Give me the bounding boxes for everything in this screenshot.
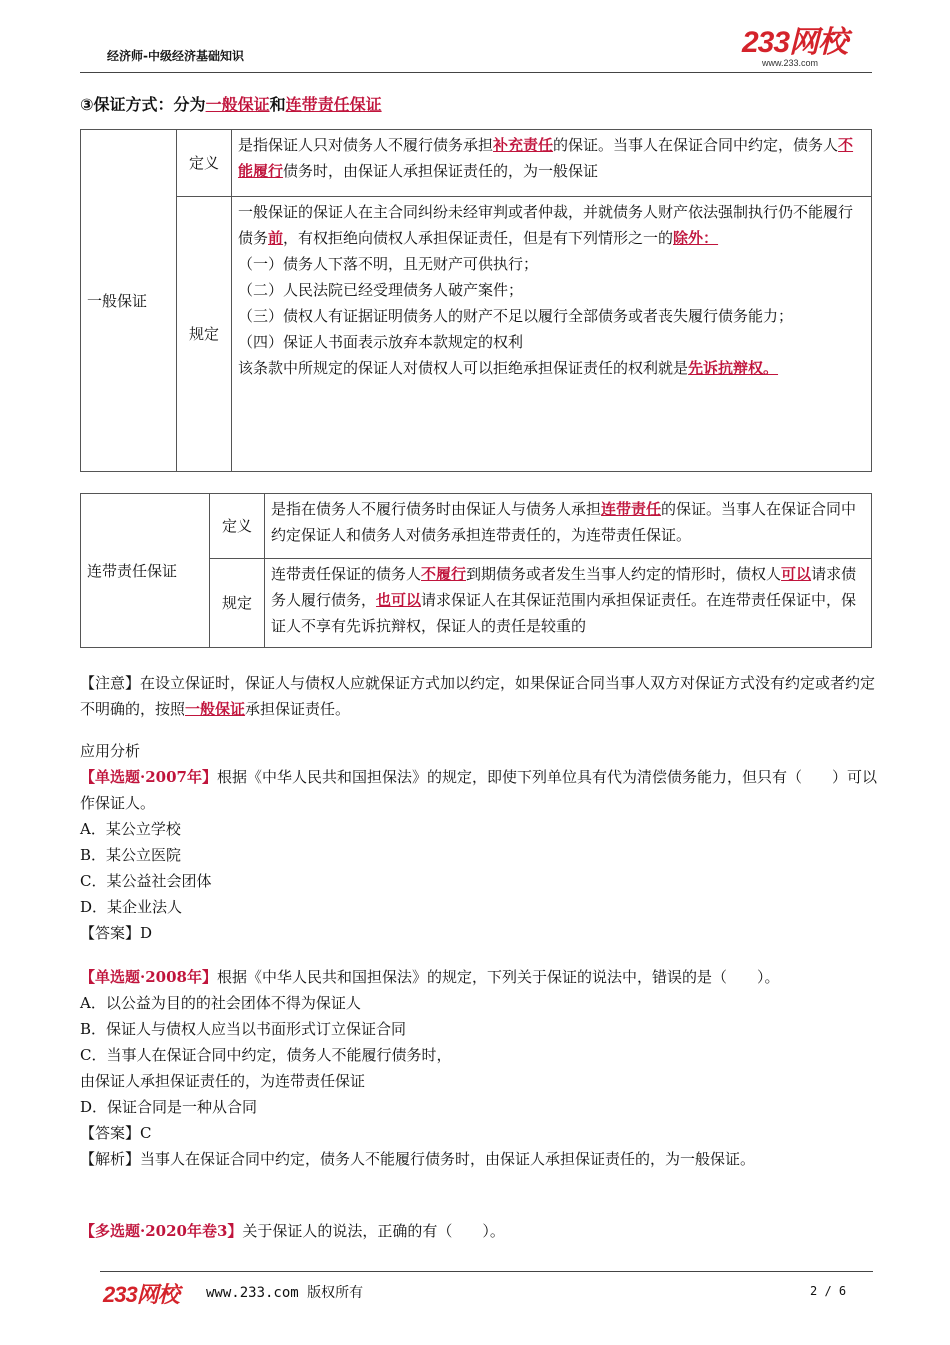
table1-rules: 一般保证的保证人在主合同纠纷未经审判或者仲裁，并就债务人财产依法强制执行仍不能履行债务前，有权拒绝向债权人承担保证责任，但是有下列情形之一的除外： （一）债务人下落不明，且无财产可供执行； （二）人民法院已经受理债务人破产案件； （三）债权人有证据证明债务人的财产不足以履行全部债务或者丧失履行债务能力； （四）保证人书面表示放弃本款规定的权利 该条款中所规定的保证人对债权人可以拒绝承担保证责任的权利就是先诉抗辩权。: [232, 197, 872, 472]
question-3: 【多选题·2020年卷3】关于保证人的说法，正确的有（ ）。: [80, 1222, 505, 1240]
question-tag: 【单选题·2008年】: [80, 968, 217, 986]
option: C．某公益社会团体: [80, 872, 212, 890]
option: A．某公立学校: [80, 820, 181, 838]
section-title-prefix: ③保证方式：分为: [80, 95, 206, 114]
table2-rule-label: 规定: [210, 559, 265, 648]
note-paragraph: 【注意】在设立保证时，保证人与债权人应就保证方式加以约定，如果保证合同当事人双方对保证方式没有约定或者约定不明确的，按照一般保证承担保证责任。: [80, 674, 876, 718]
option: D．某企业法人: [80, 898, 183, 916]
answer: 【答案】C: [80, 1124, 152, 1142]
page-number: 2 / 6: [810, 1284, 847, 1298]
section-title: [80, 92, 382, 115]
option: A．以公益为目的的社会团体不得为保证人: [80, 994, 361, 1012]
document-header-title: 经济师-中级经济基础知识: [107, 49, 244, 63]
table2-rules: 连带责任保证的债务人不履行到期债务或者发生当事人约定的情形时，债权人可以请求债务人履行债务，也可以请求保证人在其保证范围内承担保证责任。在连带责任保证中，保证人不享有先诉抗辩权，保证人的责任是较重的: [265, 559, 872, 648]
section-title-conjunction: 和: [269, 95, 286, 114]
option: C．当事人在保证合同中约定，债务人不能履行债务时，: [80, 1046, 452, 1064]
rule-item: （三）债权人有证据证明债务人的财产不足以履行全部债务或者丧失履行债务能力；: [238, 307, 794, 325]
table1-row-label: 一般保证: [81, 130, 177, 472]
analysis-heading: 应用分析: [80, 742, 141, 760]
footer-logo: 233网校: [103, 1282, 179, 1307]
rule-item: （一）债务人下落不明，且无财产可供执行；: [238, 255, 539, 273]
analysis: 【解析】当事人在保证合同中约定，债务人不能履行债务时，由保证人承担保证责任的，为一般保证。: [80, 1150, 756, 1168]
table1-rule-label: 规定: [177, 197, 232, 472]
table2-def-label: 定义: [210, 494, 265, 559]
footer-divider: [100, 1271, 873, 1272]
table1-definition: 是指保证人只对债务人不履行债务承担补充责任的保证。当事人在保证合同中约定，债务人不能履行债务时，由保证人承担保证责任的，为一般保证: [232, 130, 872, 197]
question-2: 【单选题·2008年】根据《中华人民共和国担保法》的规定，下列关于保证的说法中，错误的是（ ）。 A．以公益为目的的社会团体不得为保证人 B．保证人与债权人应当以书面形式订立保证合同 C．当事人在保证合同中约定，债务人不能履行债务时， 由保证人承担保证责任的，为连带责任保证 D．保证合同是一种从合同 【答案】C 【解析】当事人在保证合同中约定，债务人不能履行债务时，由保证人承担保证责任的，为一般保证。: [80, 968, 780, 1168]
header-divider: [80, 72, 872, 73]
term-joint-guarantee: 连带责任保证: [285, 95, 382, 114]
brand-logo-text: 233网校: [742, 26, 848, 59]
option: B．保证人与债权人应当以书面形式订立保证合同: [80, 1020, 407, 1038]
footer-copyright: www.233.com 版权所有: [206, 1285, 364, 1301]
rule-item: （四）保证人书面表示放弃本款规定的权利: [238, 333, 524, 351]
term-general-guarantee: 一般保证: [205, 95, 270, 114]
rule-item: （二）人民法院已经受理债务人破产案件；: [238, 281, 524, 299]
option: B．某公立医院: [80, 846, 182, 864]
question-tag: 【单选题·2007年】: [80, 768, 217, 786]
table1-def-label: 定义: [177, 130, 232, 197]
table2-definition: 是指在债务人不履行债务时由保证人与债务人承担连带责任的保证。当事人在保证合同中约定保证人和债务人对债务承担连带责任的，为连带责任保证。: [265, 494, 872, 559]
question-tag: 【多选题·2020年卷3】: [80, 1222, 243, 1240]
general-guarantee-table: [80, 129, 872, 472]
joint-guarantee-table: [80, 493, 872, 648]
option: D．保证合同是一种从合同: [80, 1098, 258, 1116]
option-continuation: 由保证人承担保证责任的，为连带责任保证: [80, 1072, 366, 1090]
brand-logo-url: www.233.com: [762, 58, 819, 68]
table2-row-label: 连带责任保证: [81, 494, 210, 648]
question-1: 【单选题·2007年】根据《中华人民共和国担保法》的规定，即使下列单位具有代为清偿债务能力，但只有（ ）可以作保证人。 A．某公立学校 B．某公立医院 C．某公益社会团体 D．某企业法人 【答案】D: [80, 768, 877, 942]
brand-logo: [742, 28, 847, 68]
answer: 【答案】D: [80, 924, 153, 942]
